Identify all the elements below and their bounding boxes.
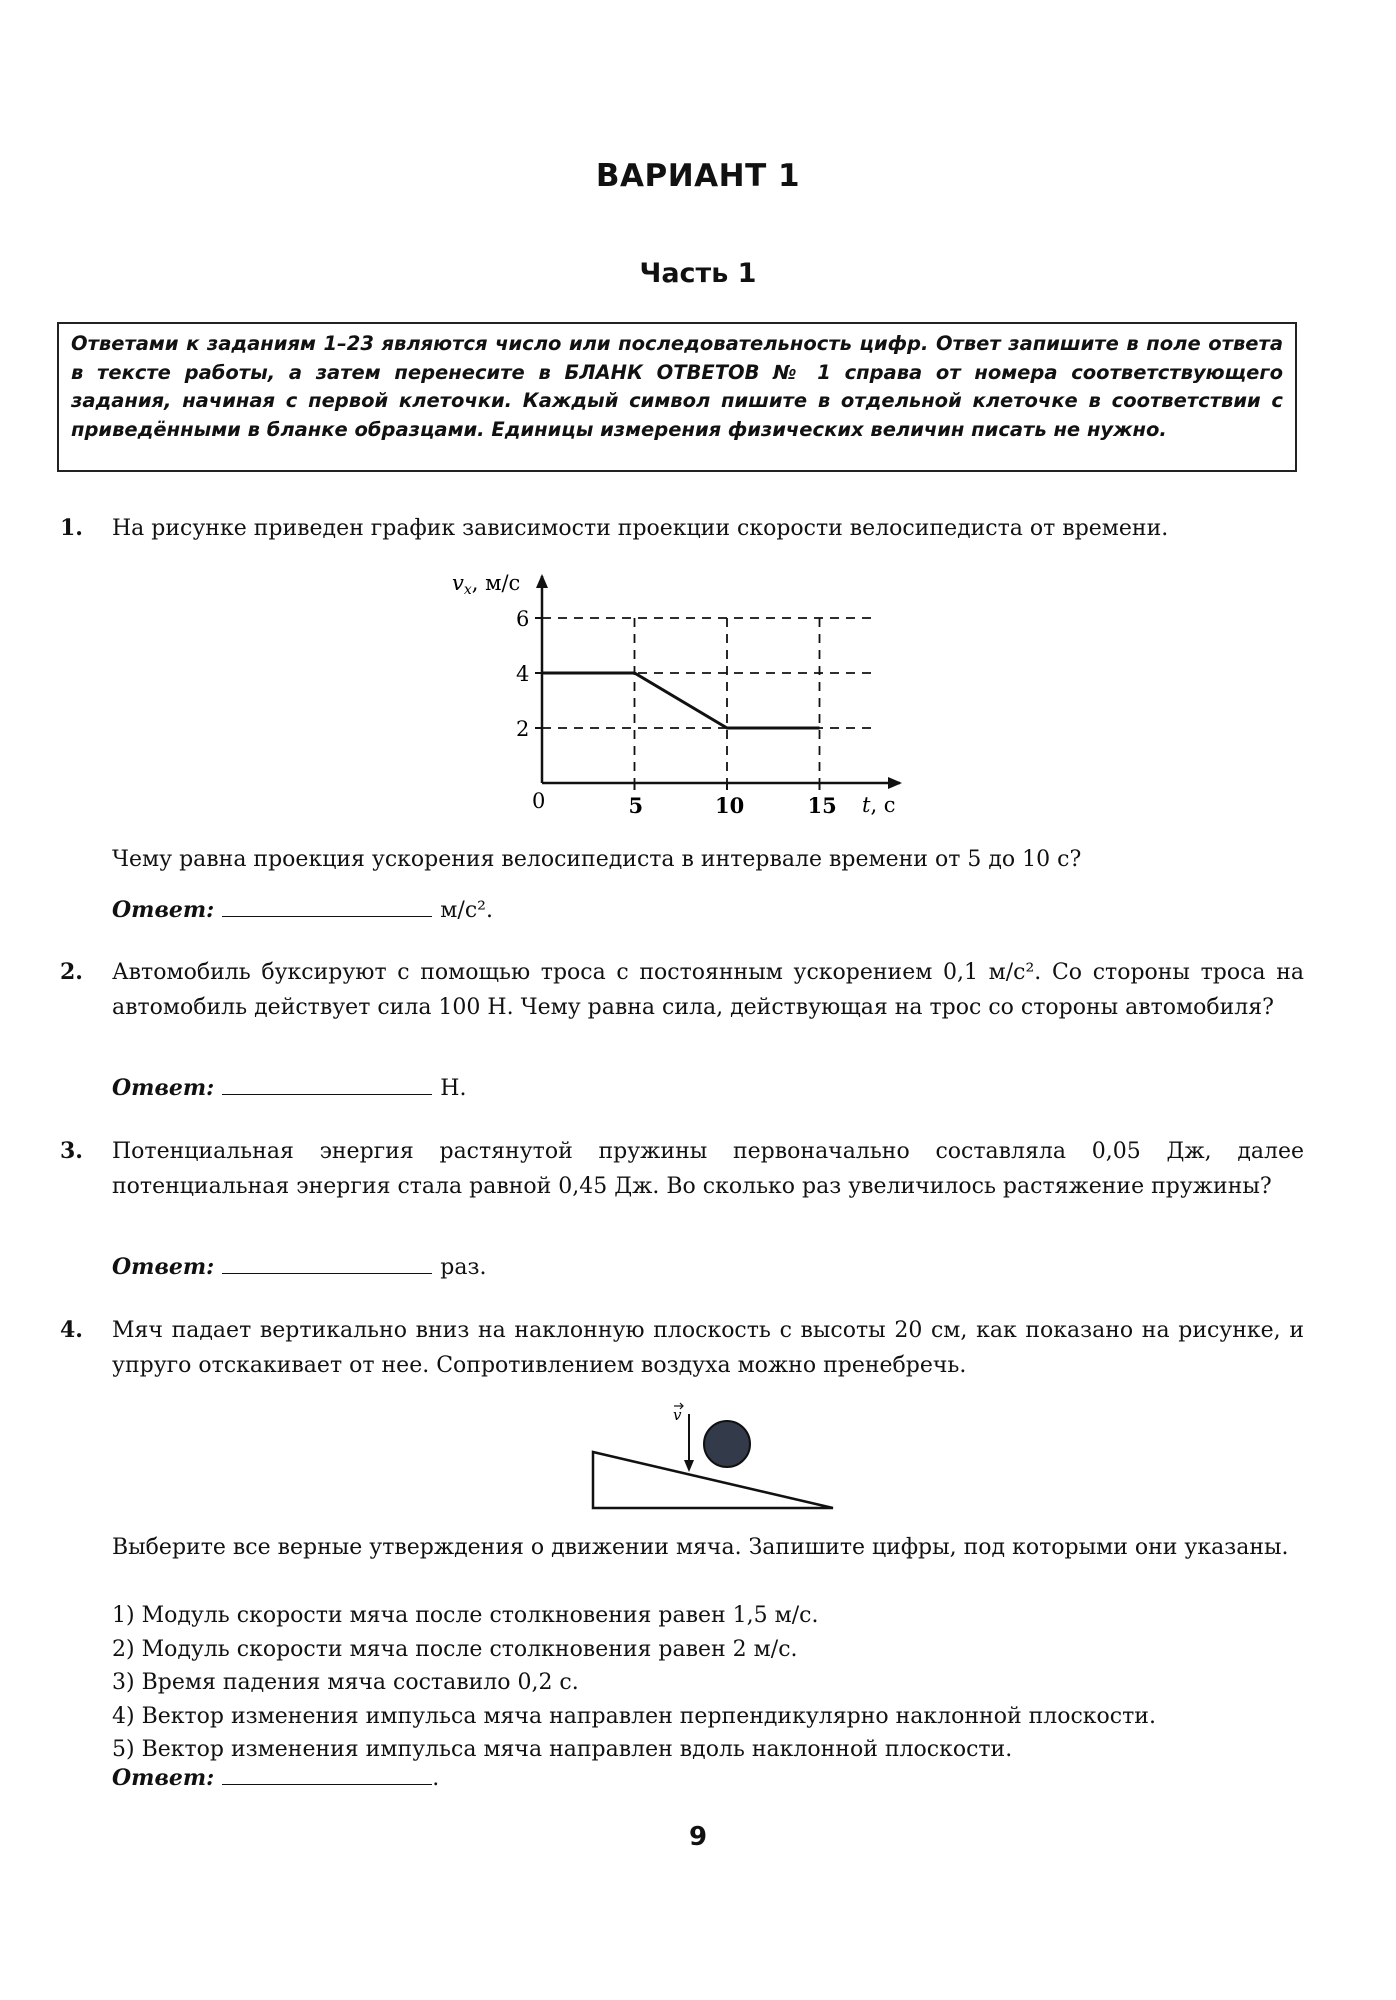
option-4: 4) Вектор изменения импульса мяча направлен перпендикулярно наклонной плоскости.	[112, 1703, 1156, 1729]
answer-field-1[interactable]	[222, 898, 432, 917]
tick-label-y-2: 2	[516, 717, 530, 741]
velocity-graph	[440, 568, 920, 833]
answer-field-2[interactable]	[222, 1076, 432, 1095]
question-text: Потенциальная энергия растянутой пружины первоначально составляла 0,05 Дж, далее потенциальная энергия стала равной 0,45 Дж. Во сколько раз увеличилось растяжение пружины?	[112, 1139, 1304, 1199]
question-1	[60, 511, 1304, 546]
instructions-box: Ответами к заданиям 1–23 являются число или последовательность цифр. Ответ запишите в поле ответа в тексте работы, а затем перенесите в БЛАНК ОТВЕТОВ № 1 справа от номера соответствующего задания, начиная с первой клеточки. Каждый символ пишите в отдельной клеточке в соответствии с приведёнными в бланке образцами. Единицы измерения физических величин писать не нужно.	[57, 322, 1297, 472]
velocity-label: v	[673, 1406, 682, 1424]
page-number: 9	[688, 1822, 708, 1852]
question-text: На рисунке приведен график зависимости проекции скорости велосипедиста от времени.	[112, 516, 1169, 541]
variant-title: ВАРИАНТ 1	[595, 158, 801, 194]
option-5: 5) Вектор изменения импульса мяча направлен вдоль наклонной плоскости.	[112, 1737, 1013, 1762]
answer-unit: Н.	[440, 1076, 467, 1101]
question-4	[60, 1313, 1304, 1383]
answer-label: Ответ:	[112, 897, 215, 923]
question-number: 3.	[60, 1138, 83, 1164]
answer-4	[112, 1765, 439, 1791]
options-list	[112, 1599, 1312, 1767]
answer-label: Ответ:	[112, 1075, 215, 1101]
question-4-prompt: Выберите все верные утверждения о движении мяча. Запишите цифры, под которыми они указаны.	[112, 1535, 1289, 1560]
grid-lines	[542, 618, 875, 783]
question-1-prompt: Чему равна проекция ускорения велосипедиста в интервале времени от 5 до 10 с?	[112, 847, 1082, 872]
answer-label: Ответ:	[112, 1765, 215, 1791]
ball	[704, 1421, 750, 1467]
answer-field-3[interactable]	[222, 1255, 432, 1274]
origin-label: 0	[532, 789, 546, 813]
answer-label: Ответ:	[112, 1254, 215, 1280]
x-axis-label: t, с	[862, 793, 896, 817]
question-number: 4.	[60, 1317, 83, 1343]
question-text: Мяч падает вертикально вниз на наклонную плоскость с высоты 20 см, как показано на рисунке, и упруго отскакивает от нее. Сопротивлением воздуха можно пренебречь.	[112, 1318, 1304, 1378]
question-number: 1.	[60, 515, 83, 541]
option-2: 2) Модуль скорости мяча после столкновения равен 2 м/с.	[112, 1636, 798, 1662]
option-1: 1) Модуль скорости мяча после столкновения равен 1,5 м/с.	[112, 1603, 819, 1628]
question-2	[60, 955, 1304, 1025]
y-axis-label: vx, м/с	[452, 571, 521, 598]
tick-label-x-5: 5	[628, 793, 644, 818]
option-3: 3) Время падения мяча составило 0,2 с.	[112, 1670, 579, 1695]
tick-label-y-6: 6	[516, 607, 530, 631]
answer-unit: м/с².	[440, 898, 493, 923]
question-3	[60, 1134, 1304, 1204]
answer-1	[112, 897, 493, 923]
series-line	[542, 673, 820, 728]
answer-unit: .	[432, 1766, 440, 1791]
answer-2	[112, 1075, 466, 1101]
answer-field-4[interactable]	[222, 1766, 432, 1785]
answer-unit: раз.	[440, 1255, 487, 1280]
incline-diagram	[585, 1400, 835, 1515]
answer-3	[112, 1254, 487, 1280]
question-number: 2.	[60, 959, 83, 985]
tick-label-y-4: 4	[516, 662, 530, 686]
question-text: Автомобиль буксируют с помощью троса с постоянным ускорением 0,1 м/с². Со стороны троса на автомобиль действует сила 100 Н. Чему равна сила, действующая на трос со стороны автомобиля?	[112, 960, 1304, 1020]
part-title: Часть 1	[639, 258, 757, 289]
tick-label-x-15: 15	[807, 793, 837, 818]
tick-label-x-10: 10	[715, 793, 745, 818]
